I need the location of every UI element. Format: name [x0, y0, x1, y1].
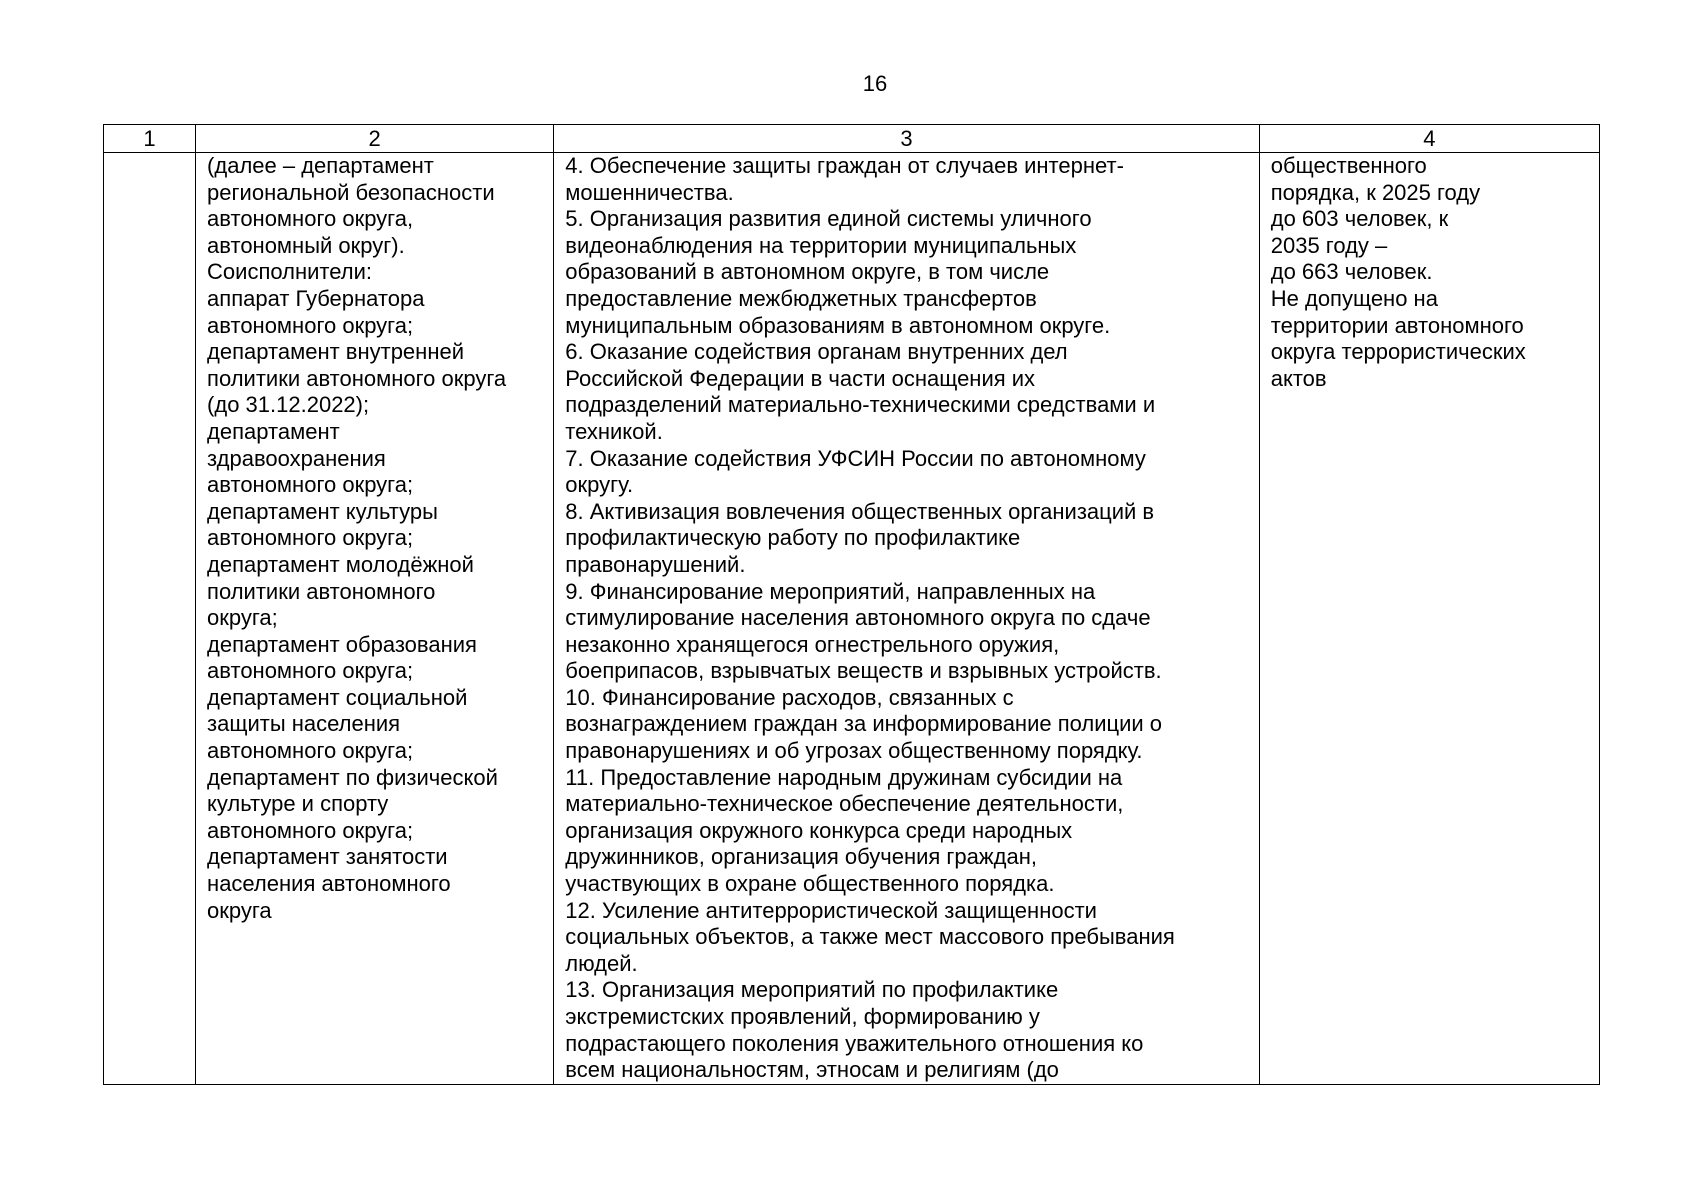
cell-col3	[554, 153, 1259, 1085]
page-number: 16	[862, 71, 888, 96]
table-row	[104, 153, 1600, 1085]
program-table	[103, 124, 1600, 1085]
cell-col1	[104, 153, 196, 1085]
cell-col2	[196, 153, 554, 1085]
cell-col4	[1259, 153, 1599, 1085]
measures-list-text: 4. Обеспечение защиты граждан от случаев интернет- мошенничества. 5. Организация развития единой системы уличного видеонаблюдения на территории муниципальных образований в автономном округе, в том числе предоставление межбюджетных трансфертов муниципальным образованиям в автономном округе. 6. Оказание содействия органам внутренних дел Российской Федерации в части оснащения их подразделений материально-техническими средствами и техникой. 7. Оказание содействия УФСИН России по автономному округу. 8. Активизация вовлечения общественных организаций в профилактическую работу по профилактике правонарушений. 9. Финансирование мероприятий, направленных на стимулирование населения автономного округа по сдаче незаконно хранящегося огнестрельного оружия, боеприпасов, взрывчатых веществ и взрывных устройств. 10. Финансирование расходов, связанных с вознаграждением граждан за информирование полиции о правонарушениях и об угрозах общественному порядку. 11. Предоставление народным дружинам субсидии на материально-техническое обеспечение деятельности, организация окружного конкурса среди народных дружинников, организация обучения граждан, участвующих в охране общественного порядка. 12. Усиление антитеррористической защищенности социальных объектов, а также мест массового пребывания людей. 13. Организация мероприятий по профилактике экстремистских проявлений, формированию у подрастающего поколения уважительного отношения ко всем национальностям, этносам и религиям (до	[565, 153, 1175, 1083]
table-header-row	[104, 125, 1600, 153]
expected-results-text: общественного порядка, к 2025 году до 603 человек, к 2035 году – до 663 человек. Не допущено на территории автономного округа террористических актов	[1270, 153, 1526, 391]
column-header-3: 3	[554, 125, 1259, 153]
column-header-2: 2	[196, 125, 554, 153]
column-header-4: 4	[1259, 125, 1599, 153]
responsible-executors-text: (далее – департамент региональной безопасности автономного округа, автономный округ). Соисполнители: аппарат Губернатора автономного округа; департамент внутренней политики автономного округа (до 31.12.2022); департамент здравоохранения автономного округа; департамент культуры автономного округа; департамент молодёжной политики автономного округа; департамент образования автономного округа; департамент социальной защиты населения автономного округа; департамент по физической культуре и спорту автономного округа; департамент занятости населения автономного округа	[207, 153, 507, 923]
column-header-1: 1	[104, 125, 196, 153]
